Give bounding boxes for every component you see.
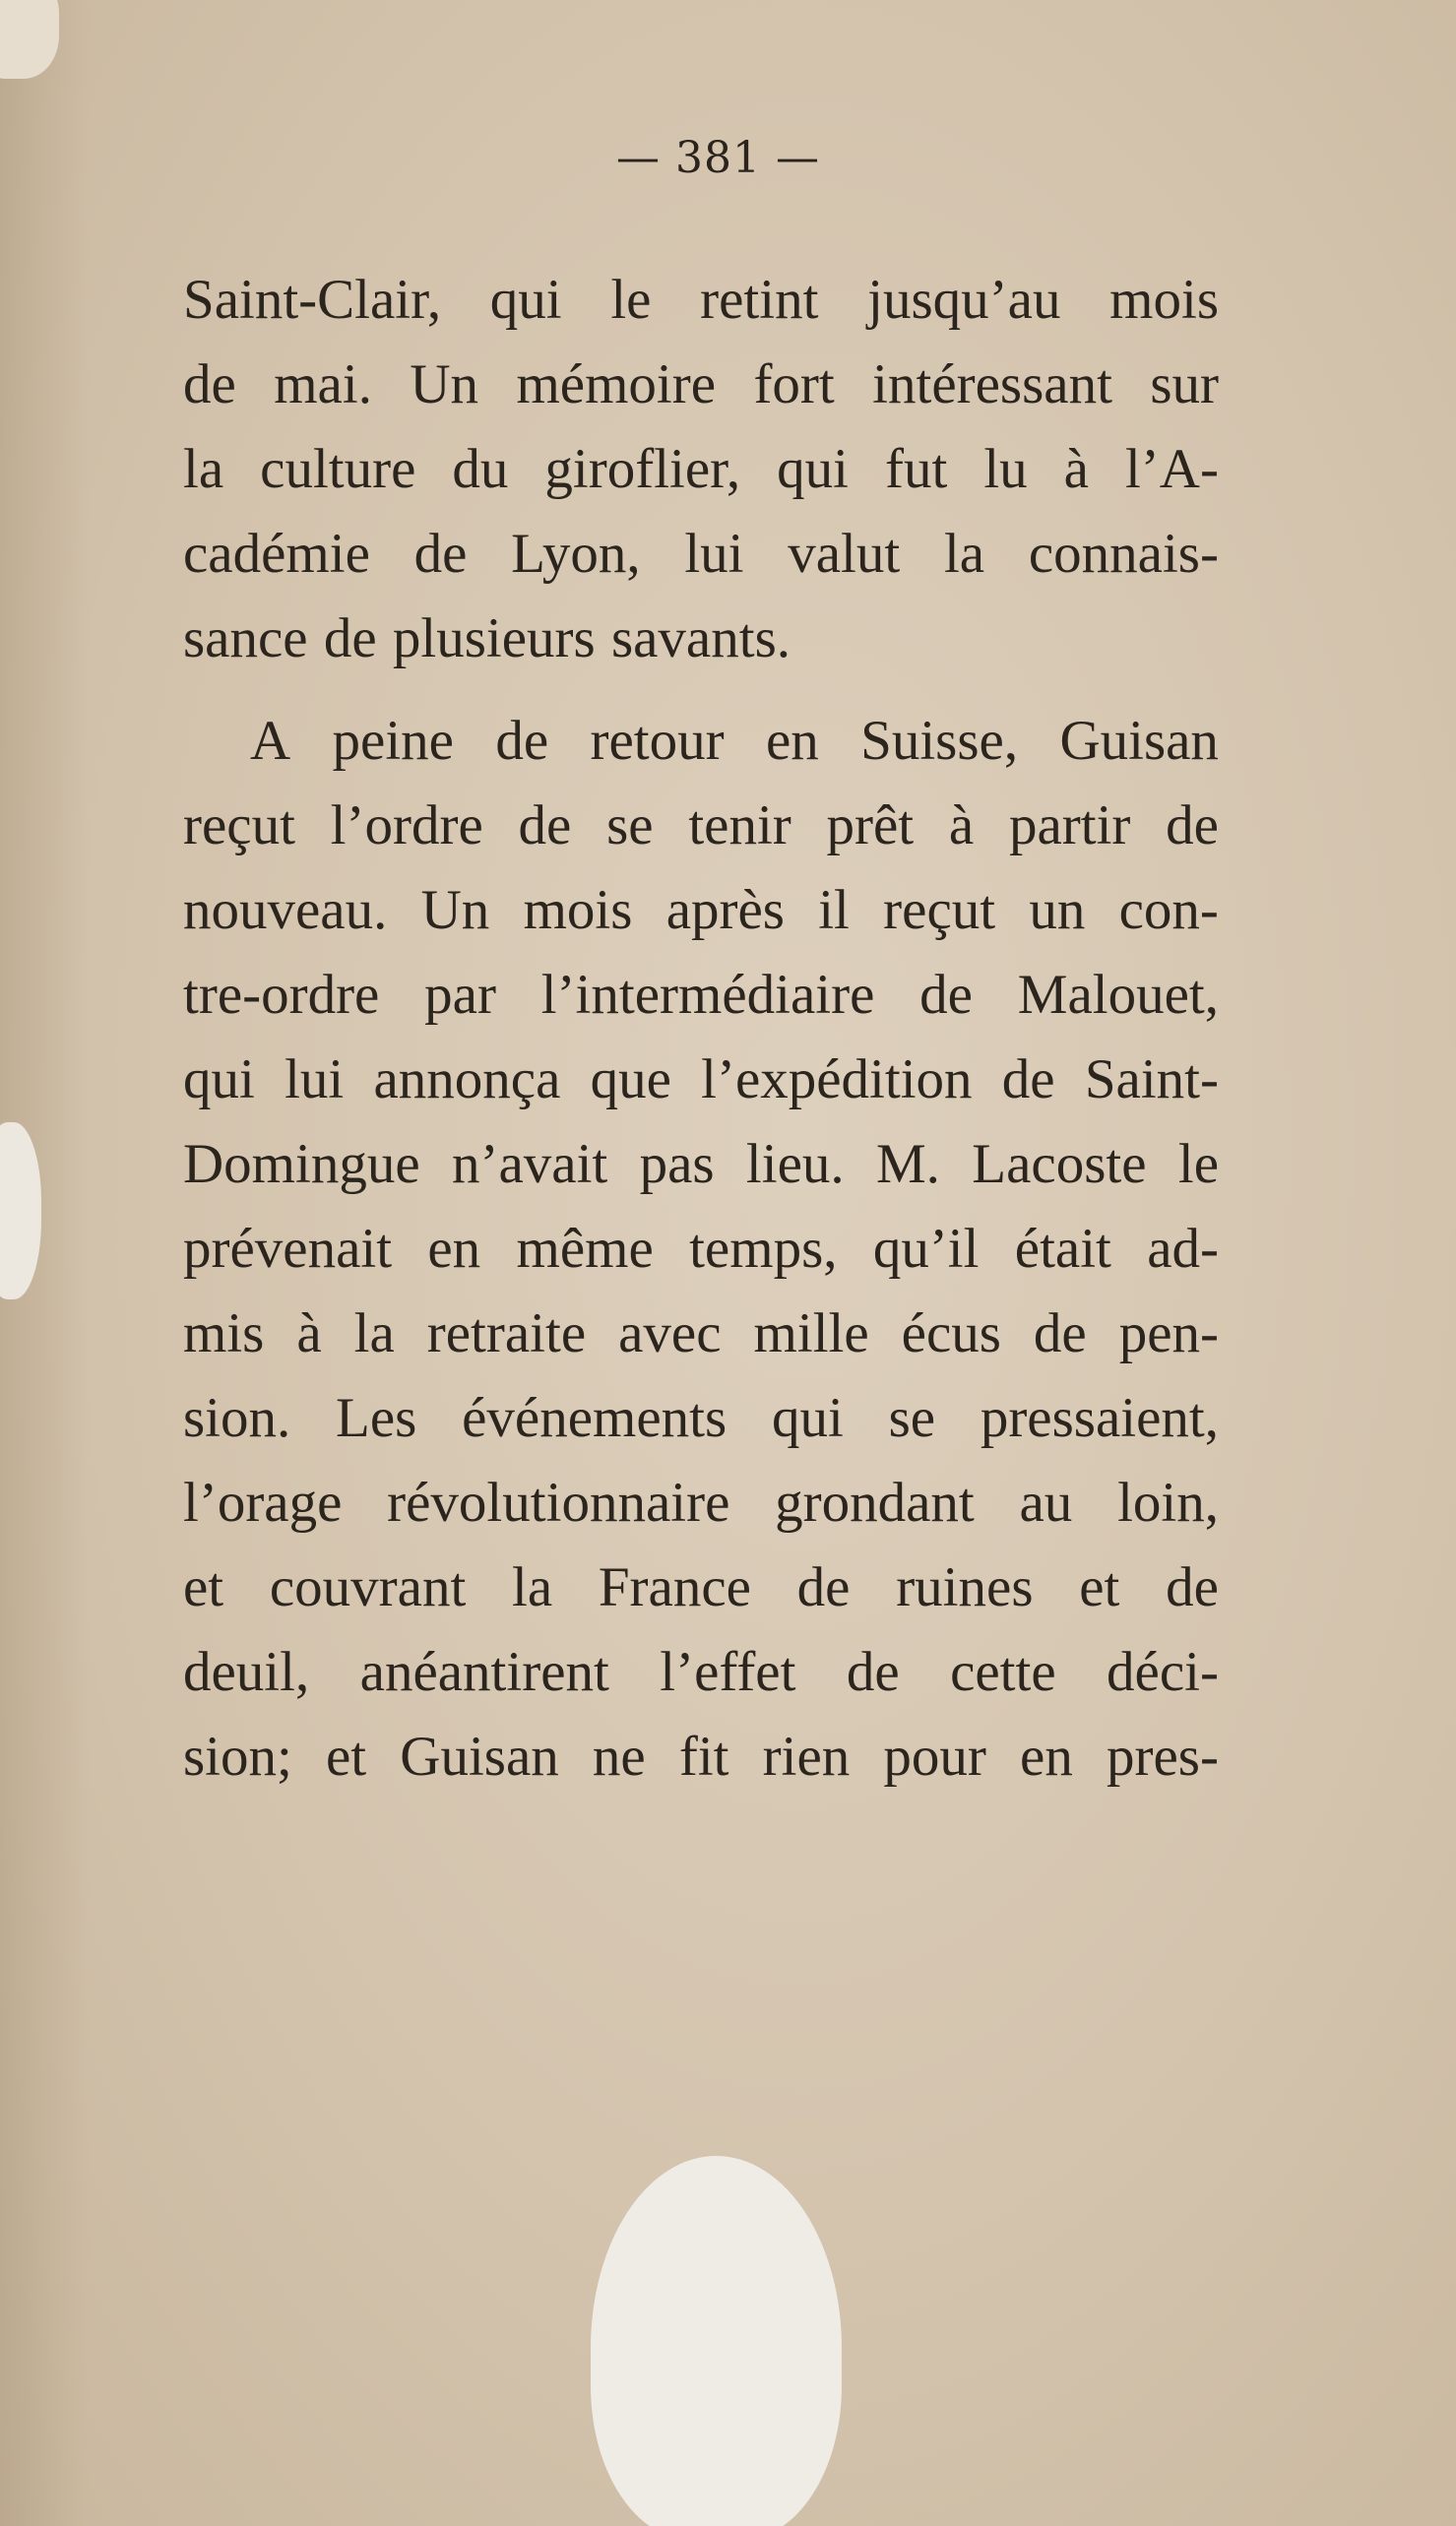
text-line: qui lui annonça que l’expédition de Saint- [183,1048,1219,1110]
paper-stain-bottom [591,2156,842,2526]
text-line: deuil, anéantirent l’effet de cette déci- [183,1641,1219,1703]
text-line: sion. Les événements qui se pressaient, [183,1387,1219,1449]
text-line: Saint-Clair, qui le retint jusqu’au mois [183,269,1219,331]
text-line: de mai. Un mémoire fort intéressant sur [183,353,1219,415]
text-line: et couvrant la France de ruines et de [183,1556,1219,1618]
text-line: prévenait en même temps, qu’il était ad- [183,1218,1219,1280]
text-line: nouveau. Un mois après il reçut un con- [183,879,1219,941]
text-line: mis à la retraite avec mille écus de pen- [183,1302,1219,1364]
text-line: reçut l’ordre de se tenir prêt à partir de [183,794,1219,856]
body-text [183,258,1219,1800]
text-line: A peine de retour en Suisse, Guisan [250,710,1219,772]
text-line: sion; et Guisan ne fit rien pour en pres- [183,1726,1219,1788]
page-number: — 381 — [616,133,820,183]
text-line: la culture du giroflier, qui fut lu à l’A- [183,438,1219,500]
text-line: sance de plusieurs savants. [183,607,791,669]
text-line: l’orage révolutionnaire grondant au loin, [183,1472,1219,1534]
text-line: cadémie de Lyon, lui valut la connais- [183,523,1219,585]
text-line: tre-ordre par l’intermédiaire de Malouet, [183,964,1219,1026]
text-line: Domingue n’avait pas lieu. M. Lacoste le [183,1133,1219,1195]
